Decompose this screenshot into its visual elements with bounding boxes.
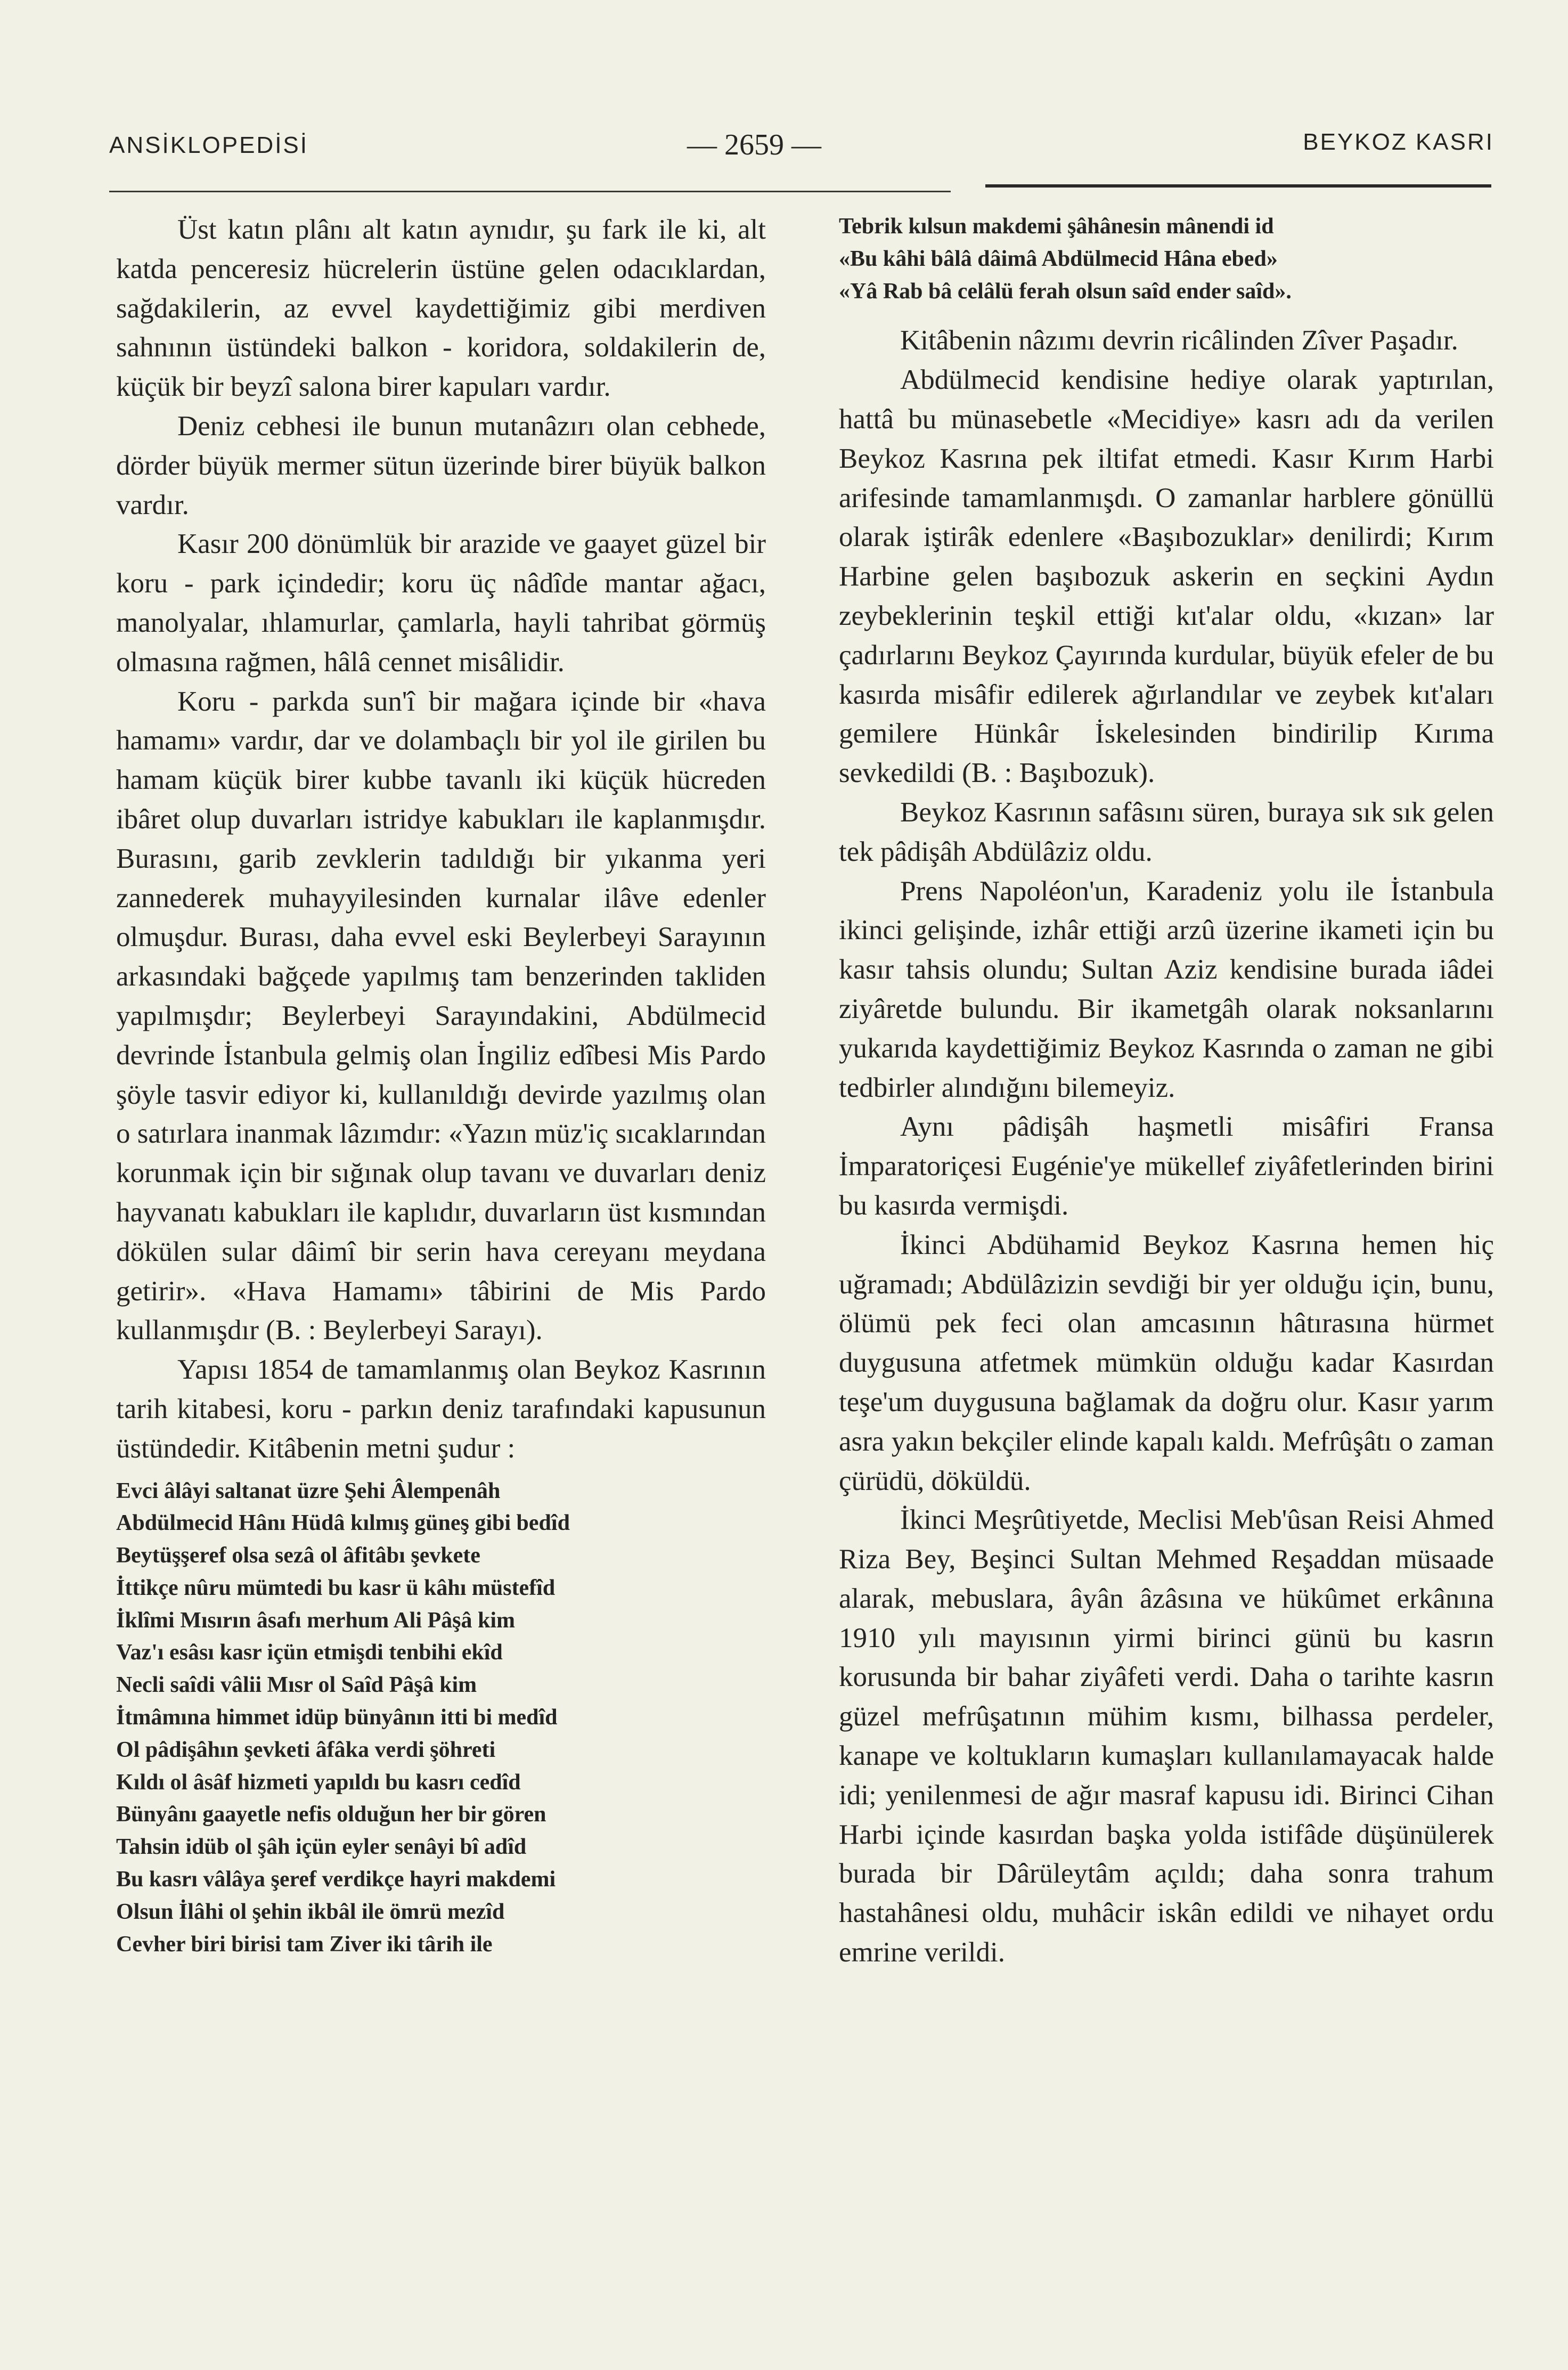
verse-line: Cevher biri birisi tam Ziver iki târih ile <box>116 1932 493 1957</box>
verse-line: Evci âlâyi saltanat üzre Şehi Âlempenâh <box>116 1478 501 1503</box>
header-article-title: BEYKOZ KASRI <box>1303 129 1494 155</box>
verse-line: Olsun İlâhi ol şehin ikbâl ile ömrü mezîd <box>116 1899 505 1924</box>
verse-line: Tebrik kılsun makdemi şâhânesin mânendi id <box>839 214 1274 239</box>
verse-line: Bu kasrı vâlâya şeref verdikçe hayri makdemi <box>116 1867 556 1892</box>
paragraph: Üst katın plânı alt katın aynıdır, şu fark ile ki, alt katda penceresiz hücrelerin üstüne gelen odacıklardan, sağdakilerin, az evvel kaydettiğimiz gibi merdiven sahnının üstündeki balkon - koridora, soldakilerin de, küçük bir beyzî salona birer kapuları vardır. <box>116 214 766 403</box>
verse-line: «Yâ Rab bâ celâlü ferah olsun saîd ender saîd». <box>839 279 1292 304</box>
header-rule-left <box>109 191 951 192</box>
verse-line: Necli saîdi vâlii Mısr ol Saîd Pâşâ kim <box>116 1673 477 1698</box>
verse-line: Ol pâdişâhın şevketi âfâka verdi şöhreti <box>116 1737 496 1762</box>
verse-line: Kıldı ol âsâf hizmeti yapıldı bu kasrı cedîd <box>116 1770 521 1795</box>
right-column <box>839 210 1494 1973</box>
paragraph: Koru - parkda sun'î bir mağara içinde bir «hava hamamı» vardır, dar ve dolambaçlı bir yol ile girilen bu hamam küçük birer kubbe tavanlı iki küçük hücreden ibâret olup duvarları istridye kabukları ile kaplanmışdır. Burasını, garib zevklerin tadıldığı bir yıkanma yeri zannederek muhayyilesinden kurnalar ilâve edenler olmuşdur. Burası, daha evvel eski Beylerbeyi Sarayının arkasındaki bağçede yapılmış tam benzerinden takliden yapılmışdır; Beylerbeyi Sarayındakini, Abdülmecid devrinde İstanbula gelmiş olan İngiliz edîbesi Mis Pardo şöyle tasvir ediyor ki, kullanıldığı devirde yazılmış olan o satırlara inanmak lâzımdır: «Yazın müz'iç sıcaklarından korunmak için bir sığınak olup tavanı ve duvarları deniz hayvanatı kabukları ile kaplıdır, duvarların üst kısmından dökülen sular dâimî bir serin hava cereyanı meydana getirir». «Hava Hamamı» tâbirini de Mis Pardo kullanmışdır (B. : Beylerbeyi Sarayı). <box>116 686 766 1346</box>
paragraph: Kasır 200 dönümlük bir arazide ve gaayet güzel bir koru - park içindedir; koru üç nâdîde mantar ağacı, manolyalar, ıhlamurlar, çamlarla, hayli tahribat görmüş olmasına rağmen, hâlâ cennet misâlidir. <box>116 528 766 678</box>
header-rule-right <box>985 184 1491 188</box>
paragraph: Beykoz Kasrının safâsını süren, buraya sık sık gelen tek pâdişâh Abdülâziz oldu. <box>839 796 1494 867</box>
paragraph: İkinci Abdühamid Beykoz Kasrına hemen hiç uğramadı; Abdülâzizin sevdiği bir yer olduğu için, bunu, ölümü pek feci olan amcasının hâtırasına hürmet duygusuna atfetmek mümkün olduğu kadar Kasırdan teşe'um duygusuna bağlamak da doğru olur. Kasır yarım asra yakın bekçiler elinde kapalı kaldı. Mefrûşâtı o zaman çürüdü, döküldü. <box>839 1229 1494 1496</box>
verse-line: Bünyânı gaayetle nefis olduğun her bir gören <box>116 1802 546 1827</box>
inscription-verse-continued <box>839 210 1494 307</box>
header-encyclopedia-title: ANSİKLOPEDİSİ <box>109 132 309 158</box>
paragraph: Yapısı 1854 de tamamlanmış olan Beykoz Kasrının tarih kitabesi, koru - parkın deniz tarafındaki kapusunun üstündedir. Kitâbenin metni şudur : <box>116 1354 766 1464</box>
paragraph: Deniz cebhesi ile bunun mutanâzırı olan cebhede, dörder büyük mermer sütun üzerinde birer büyük balkon vardır. <box>116 410 766 520</box>
page-number: — 2659 — <box>687 128 821 161</box>
verse-line: Abdülmecid Hânı Hüdâ kılmış güneş gibi bedîd <box>116 1511 570 1536</box>
page-header <box>109 128 1494 175</box>
verse-line: İtmâmına himmet idüp bünyânın itti bi medîd <box>116 1705 558 1730</box>
paragraph: Prens Napoléon'un, Karadeniz yolu ile İstanbula ikinci gelişinde, izhâr ettiği arzû üzerine ikameti için bu kasır tahsis olundu; Sultan Aziz kendisine burada iâdei ziyâretde bulundu. Bir ikametgâh olarak noksanlarını yukarıda kaydettiğimiz Beykoz Kasrında o zaman ne gibi tedbirler alındığını bilemeyiz. <box>839 875 1494 1103</box>
inscription-verse <box>116 1475 766 1961</box>
paragraph: Kitâbenin nâzımı devrin ricâlinden Zîver Paşadır. <box>900 325 1458 356</box>
verse-line: «Bu kâhi bâlâ dâimâ Abdülmecid Hâna ebed» <box>839 246 1278 271</box>
verse-line: İttikçe nûru mümtedi bu kasr ü kâhı müstefîd <box>116 1575 556 1600</box>
paragraph: İkinci Meşrûtiyetde, Meclisi Meb'ûsan Reisi Ahmed Riza Bey, Beşinci Sultan Mehmed Reşaddan müsaade alarak, mebuslara, âyân âzâsına ve hükûmet erkânına 1910 yılı mayısının yirmi birinci günü bu kasrın korusunda bir bahar ziyâfeti verdi. Daha o tarihte kasrın güzel mefrûşatının mühim kısmı, bilhassa perdeler, kanape ve koltukların kumaşları kullanılamayacak halde idi; yenilenmesi de ağır masraf kapusu idi. Birinci Cihan Harbi içinde kasırdan başka yolda istifâde düşünülerek burada bir Dârüleytâm açıldı; daha sonra trahum hastahânesi oldu, muhâcir iskân edildi ve nihayet ordu emrine verildi. <box>839 1504 1494 1968</box>
verse-line: Tahsin idüb ol şâh içün eyler senâyi bî adîd <box>116 1835 527 1860</box>
verse-line: İklîmi Mısırın âsafı merhum Ali Pâşâ kim <box>116 1608 516 1633</box>
verse-line: Vaz'ı esâsı kasr içün etmişdi tenbihi ekîd <box>116 1640 503 1665</box>
verse-line: Beytüşşeref olsa sezâ ol âfitâbı şevkete <box>116 1543 480 1568</box>
left-column <box>116 210 766 1960</box>
paragraph: Abdülmecid kendisine hediye olarak yaptırılan, hattâ bu münasebetle «Mecidiye» kasrı adı da verilen Beykoz Kasrına pek iltifat etmedi. Kasır Kırım Harbi arifesinde tamamlanmışdı. O zamanlar harblere gönüllü olarak iştirâk edenlere «Başıbozuklar» denilirdi; Kırım Harbine gelen başıbozuk askerin en seçkini Aydın zeybeklerinin teşkil ettiği kıt'alar oldu, «kızan» lar çadırlarını Beykoz Çayırında kurdular, büyük efeler de bu kasırda misâfir edilerek ağırlandılar ve zeybek kıt'aları gemilere Hünkâr İskelesinden bindirilip Kırıma sevkedildi (B. : Başıbozuk). <box>839 364 1494 789</box>
paragraph: Aynı pâdişâh haşmetli misâfiri Fransa İmparatoriçesi Eugénie'ye mükellef ziyâfetlerinden birini bu kasırda vermişdi. <box>839 1111 1494 1221</box>
